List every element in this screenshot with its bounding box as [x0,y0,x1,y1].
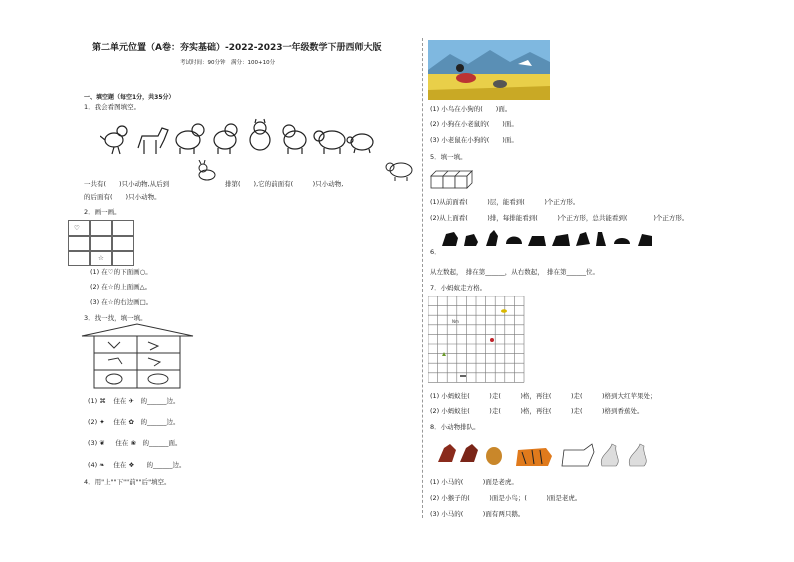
page-subtitle: 考试时间：90分钟 满分：100+10分 [180,60,276,66]
squirrel-icon [638,234,652,246]
zebra-icon [552,234,570,246]
q2-grid [68,220,134,266]
q2-item-3: (3) 在☆的右边画□。 [90,298,153,306]
heart-symbol: ♡ [74,224,80,232]
ant-grid [428,296,528,386]
animal-row-illustration [100,118,375,158]
monkey-icon [464,234,478,246]
q8-line-1: (1) 小马的( )面是老虎。 [430,478,518,486]
cat-icon: ✿ [128,418,134,426]
star-symbol: ☆ [98,254,104,262]
q3-item-3 [88,439,182,447]
horse-icon [138,128,168,154]
q6-animal-row [440,228,660,250]
house-illustration [80,322,195,390]
apple-icon [490,338,494,342]
page-title: 第二单元位置（A卷：夯实基础）-2022-2023一年级数学下册西师大版 [92,43,382,53]
q5-line-2: (2)从上面看( )排，每排能看到( )个正方形，总共能看到( )个正方形。 [430,214,689,222]
q4-item-1: (1) 小鸟在小狗的( )面。 [430,105,512,113]
bird-icon: ✈ [128,397,134,405]
q6-line: 从左数起， 排在第______，从右数起， 排在第______位。 [430,268,599,276]
q3-item-1 [88,397,180,405]
cow-icon: ❖ [128,461,135,469]
q3-label: 3．找一找，填一填。 [84,314,147,322]
dog-icon: ✦ [99,418,105,426]
cat-icon [614,238,630,244]
bird-icon [460,444,478,462]
q8-line-2: (2) 小猴子的( )面是小鸟；( )面是老虎。 [430,494,582,502]
q3-item-4-number: (4) [88,461,98,469]
cubes-illustration [430,168,480,192]
q1-sentence-part2: 的后面有( )只小动物。 [84,193,161,201]
cat-icon [250,119,270,150]
q2-item-2: (2) 在☆的上面画△。 [90,283,152,291]
bird-icon [438,444,456,462]
sheep-icon [314,131,345,154]
rabbit-icon [195,160,219,182]
q3-item-2-post: 的______边。 [140,418,180,426]
squirrel-icon: ⌘ [99,397,106,405]
q3-item-2-number: (2) [88,418,98,426]
q7-label: 7．小蚂蚁走方格。 [430,284,487,292]
q4-item-3: (3) 小老鼠在小狗的( )面。 [430,136,518,144]
panda-icon [506,237,522,245]
q8-animal-queue [434,438,654,470]
monkey-icon [486,447,502,465]
q1-sentence-part1: 一共有( )只小动物,从后到 [84,180,170,188]
q8-label: 8．小动物排队。 [430,423,480,431]
banana-icon [501,309,507,313]
q3-item-1-number: (1) [88,397,98,405]
q1-label: 1．我会看图填空。 [84,103,141,111]
q7-line-1: (1) 小蚂蚁往( )走( )格，再往( )走( )格到大红苹果处； [430,392,657,400]
dog-icon [283,125,306,154]
q3-item-2-mid: 住在 [113,418,127,426]
q3-item-3-post: 的______面。 [142,439,182,447]
pig-icon: ❦ [99,439,105,447]
q3-item-1-mid: 住在 [113,397,127,405]
goose-icon [629,444,646,466]
goose-icon [601,444,618,466]
squirrel-icon [442,232,458,246]
q2-item-1: (1) 在♡的下面画○。 [90,268,152,276]
giraffe-icon [486,230,498,246]
q3-item-3-number: (3) [88,439,98,447]
horse-icon [562,444,594,466]
q4-item-2: (2) 小狗在小老鼠的( )面。 [430,120,518,128]
sheep-icon [385,158,415,182]
q7-line-2: (2) 小蚂蚁往( )走( )格，再往( )走( )格到香蕉处。 [430,407,644,415]
q3-item-4-post: 的______边。 [146,461,186,469]
q3-item-4 [88,461,186,469]
kangaroo-icon [576,232,590,246]
dog-icon [214,124,237,154]
column-divider [422,38,423,518]
rabbit-icon: ❧ [99,461,105,469]
q3-item-4-mid: 住在 [113,461,127,469]
q3-item-2 [88,418,180,426]
label-text: Nm [452,319,459,324]
dog-icon [176,124,204,154]
q8-line-3: (3) 小马的( )面有两只鹅。 [430,510,525,518]
q3-item-1-post: 的______边。 [140,397,180,405]
rabbit-icon [596,232,606,246]
monkey-icon: ❀ [130,439,136,447]
pear-icon [442,352,446,356]
q6-label: 6． [430,248,441,256]
turtle-icon [347,134,373,153]
q1-sentence-part1b: 排第( ),它的前面有( )只小动物, [225,180,344,188]
q4-scene-picture [428,40,550,100]
bird-icon [100,126,127,154]
zebra-icon [528,236,546,246]
q5-label: 5．填一填。 [430,153,467,161]
q3-item-3-mid: 住在 [115,439,129,447]
q2-label: 2．画一画。 [84,208,121,216]
q4-label: 4．用"上""下""前""后"填空。 [84,478,171,486]
section-heading: 一、填空题（每空1分，共35分） [84,94,175,101]
q5-line-1: (1)从前面看( )层，能看到( )个正方形。 [430,198,580,206]
